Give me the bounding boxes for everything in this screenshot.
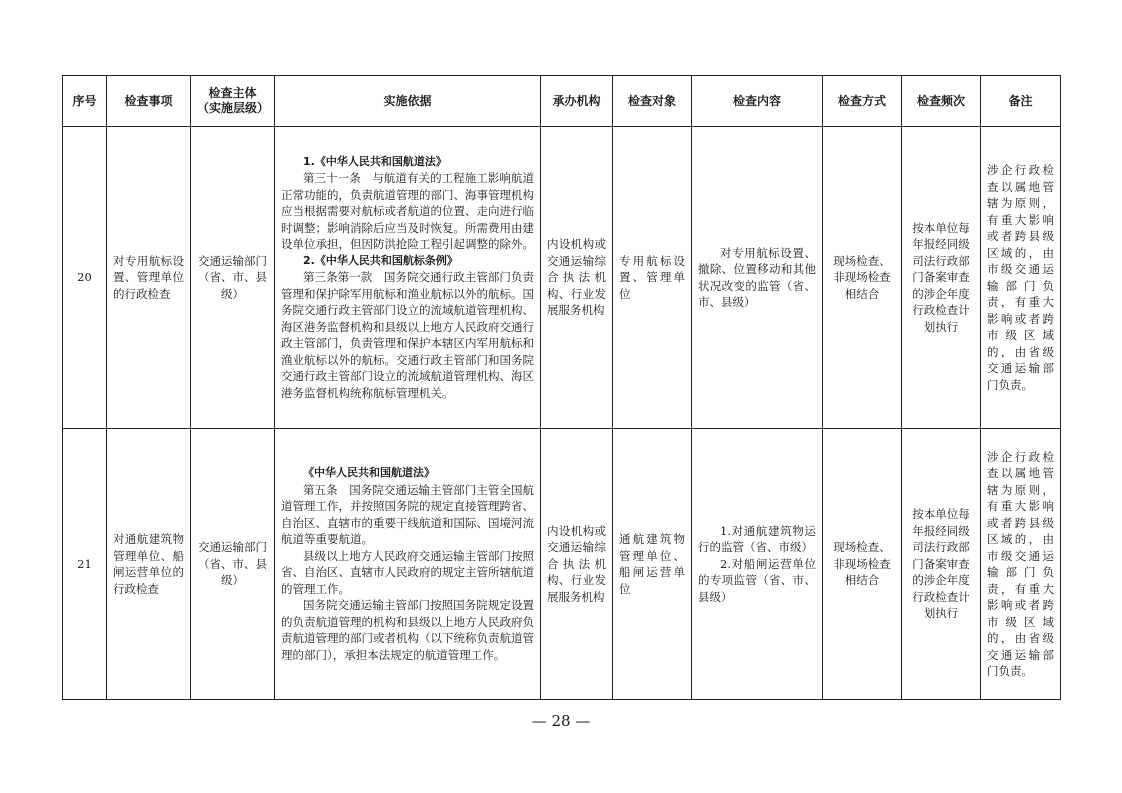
header-row [63, 76, 1061, 127]
cell-org: 内设机构或交通运输综合执法机构、行业发展服务机构 [541, 127, 613, 429]
cell-seq: 20 [63, 127, 107, 429]
cell-remark: 涉企行政检查以属地管辖为原则，有重大影响或者跨县级区域的，由市级交通运输部门负责，有重大影响或者跨市级区域的，由省级交通运输部门负责。 [981, 127, 1061, 429]
cell-org: 内设机构或交通运输综合执法机构、行业发展服务机构 [541, 429, 613, 700]
basis-paragraph: 第三十一条 与航道有关的工程施工影响航道正常功能的，负责航道管理的部门、海事管理机构应当根据需要对航标或者航道的位置、走向进行临时调整；影响消除后应当及时恢复。所需费用由建设单位承担，但因防洪抢险工程引起调整的除外。 [281, 171, 534, 252]
cell-item: 对专用航标设置、管理单位的行政检查 [107, 127, 191, 429]
basis-paragraph: 第五条 国务院交通运输主管部门主管全国航道管理工作，并按照国务院的规定直接管理跨省、自治区、直辖市的重要干线航道和国际、国境河流航道等重要航道。 [281, 482, 534, 546]
cell-subject: 交通运输部门（省、市、县级） [191, 127, 275, 429]
header-subject-line1: 检查主体 [208, 86, 257, 100]
basis-paragraph: 国务院交通运输主管部门按照国务院规定设置的负责航道管理的机构和县级以上地方人民政府负责航道管理的部门或者机构（以下统称负责航道管理的部门），承担本法规定的航道管理工作。 [281, 598, 534, 662]
cell-object: 通航建筑物管理单位、船闸运营单位 [613, 429, 692, 700]
header-method: 检查方式 [823, 76, 902, 127]
header-content: 检查内容 [692, 76, 823, 127]
content-line: 对专用航标设置、撤除、位置移动和其他状况改变的监管（省、市、县级） [698, 245, 816, 309]
cell-basis [275, 429, 541, 700]
cell-seq: 21 [63, 429, 107, 700]
basis-law-title: 《中华人民共和国航道法》 [303, 466, 435, 479]
header-freq: 检查频次 [902, 76, 981, 127]
header-subject [191, 76, 275, 127]
cell-content [692, 127, 823, 429]
basis-law-title: 2.《中华人民共和国航标条例》 [303, 253, 458, 267]
inspection-table [62, 75, 1061, 700]
table-row [63, 127, 1061, 429]
cell-content [692, 429, 823, 700]
cell-item: 对通航建筑物管理单位、船闸运营单位的行政检查 [107, 429, 191, 700]
header-org: 承办机构 [541, 76, 613, 127]
header-subject-line2: （实施层级） [197, 101, 270, 115]
basis-paragraph: 县级以上地方人民政府交通运输主管部门按照省、自治区、直辖市人民政府的规定主管所辖航道的管理工作。 [281, 548, 534, 596]
cell-subject: 交通运输部门（省、市、县级） [191, 429, 275, 700]
header-seq: 序号 [63, 76, 107, 127]
content-line: 2.对船闸运营单位的专项监管（省、市、县级） [698, 556, 816, 604]
cell-method: 现场检查、非现场检查相结合 [823, 429, 902, 700]
page-number: — 28 — [531, 712, 591, 730]
cell-freq: 按本单位每年报经同级司法行政部门备案审查的涉企年度行政检查计划执行 [902, 429, 981, 700]
cell-method: 现场检查、非现场检查相结合 [823, 127, 902, 429]
header-remark: 备注 [981, 76, 1061, 127]
cell-freq: 按本单位每年报经同级司法行政部门备案审查的涉企年度行政检查计划执行 [902, 127, 981, 429]
header-item: 检查事项 [107, 76, 191, 127]
header-basis: 实施依据 [275, 76, 541, 127]
cell-basis [275, 127, 541, 429]
cell-object: 专用航标设置、管理单位 [613, 127, 692, 429]
table-row [63, 429, 1061, 700]
basis-paragraph: 第三条第一款 国务院交通行政主管部门负责管理和保护除军用航标和渔业航标以外的航标。国务院交通行政主管部门设立的流域航道管理机构、海区港务监督机构和县级以上地方人民政府交通行政主管部门，负责管理和保护本辖区内军用航标和渔业航标以外的航标。交通行政主管部门和国务院交通行政主管部门设立的流域航道管理机构、海区港务监督机构统称航标管理机关。 [281, 270, 534, 400]
basis-law-title: 1.《中华人民共和国航道法》 [303, 154, 447, 168]
header-object: 检查对象 [613, 76, 692, 127]
content-line: 1.对通航建筑物运行的监管（省、市级） [698, 523, 816, 555]
cell-remark: 涉企行政检查以属地管辖为原则，有重大影响或者跨县级区域的，由市级交通运输部门负责，有重大影响或者跨市级区域的，由省级交通运输部门负责。 [981, 429, 1061, 700]
